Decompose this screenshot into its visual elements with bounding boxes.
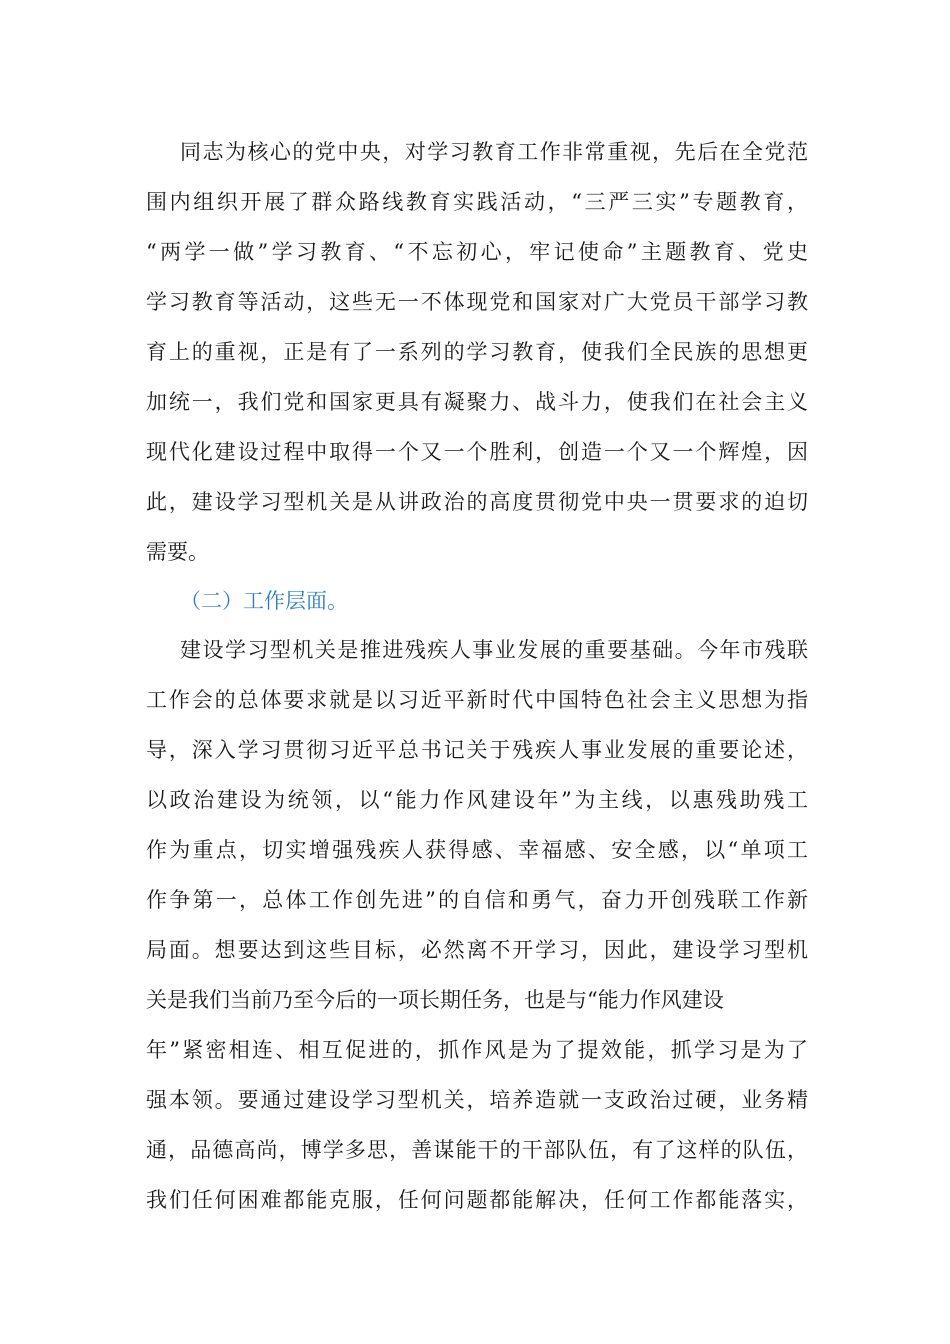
paragraph-line: 围内组织开展了群众路线教育实践活动，“三严三实”专题教育， — [146, 190, 808, 214]
paragraph-work-level — [146, 625, 808, 1225]
paragraph-line: 建设学习型机关是推进残疾人事业发展的重要基础。今年市残联 — [180, 638, 808, 662]
paragraph-line: 局面。想要达到这些目标，必然离不开学习，因此，建设学习型机 — [146, 938, 808, 962]
paragraph-line: 学习教育等活动，这些无一不体现党和国家对广大党员干部学习教 — [146, 290, 808, 314]
paragraph-line: 作争第一，总体工作创先进”的自信和勇气，奋力开创残联工作新 — [146, 888, 808, 912]
paragraph-line: 强本领。要通过建设学习型机关，培养造就一支政治过硬，业务精 — [146, 1088, 808, 1112]
paragraph-line: 育上的重视，正是有了一系列的学习教育，使我们全民族的思想更 — [146, 340, 808, 364]
section-heading: （二）工作层面。 — [180, 589, 348, 613]
paragraph-political-level — [146, 127, 808, 577]
paragraph-line: 通，品德高尚，博学多思，善谋能干的干部队伍，有了这样的队伍， — [146, 1138, 808, 1162]
paragraph-line: 关是我们当前乃至今后的一项长期任务，也是与“能力作风建设 — [146, 988, 724, 1012]
paragraph-line: 需要。 — [146, 540, 209, 564]
paragraph-line: 工作会的总体要求就是以习近平新时代中国特色社会主义思想为指 — [146, 688, 808, 712]
paragraph-line: “两学一做”学习教育、“不忘初心，牢记使命”主题教育、党史 — [146, 240, 808, 264]
paragraph-line: 导，深入学习贯彻习近平总书记关于残疾人事业发展的重要论述， — [146, 738, 808, 762]
paragraph-line: 年”紧密相连、相互促进的，抓作风是为了提效能，抓学习是为了 — [146, 1038, 808, 1062]
paragraph-line: 以政治建设为统领，以“能力作风建设年”为主线，以惠残助残工 — [146, 788, 808, 812]
paragraph-line: 作为重点，切实增强残疾人获得感、幸福感、安全感，以“单项工 — [146, 838, 808, 862]
paragraph-line: 同志为核心的党中央，对学习教育工作非常重视，先后在全党范 — [180, 140, 808, 164]
paragraph-line: 加统一，我们党和国家更具有凝聚力、战斗力，使我们在社会主义 — [146, 390, 808, 414]
section-heading-block — [146, 576, 808, 626]
paragraph-line: 现代化建设过程中取得一个又一个胜利，创造一个又一个辉煌，因 — [146, 440, 808, 464]
paragraph-line: 此，建设学习型机关是从讲政治的高度贯彻党中央一贯要求的迫切 — [146, 490, 808, 514]
paragraph-line: 我们任何困难都能克服，任何问题都能解决，任何工作都能落实， — [146, 1188, 808, 1212]
